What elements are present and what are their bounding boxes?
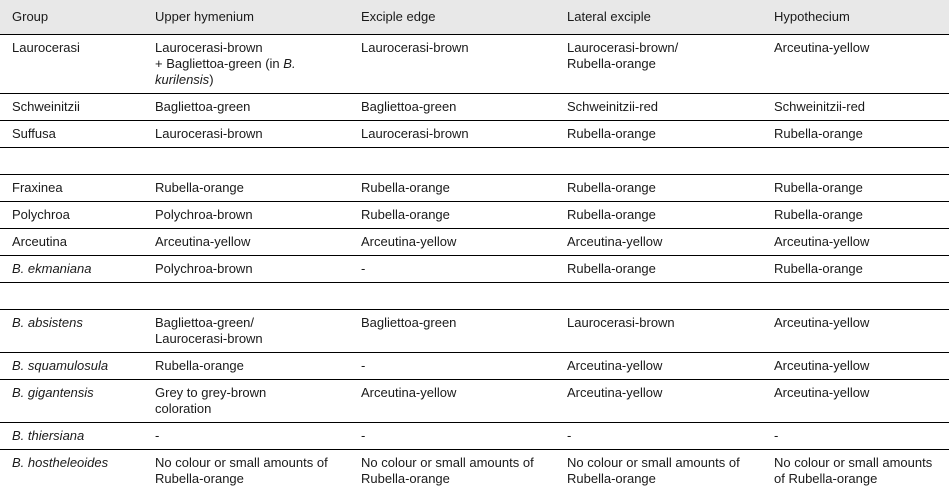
- header-hypothecium: Hypothecium: [762, 0, 949, 35]
- hypothecium-cell: Rubella-orange: [774, 180, 863, 195]
- exciple-edge-cell: -: [361, 261, 366, 276]
- group-cell: Arceutina: [12, 234, 67, 249]
- group-cell: Fraxinea: [12, 180, 63, 195]
- group-cell: B. squamulosula: [12, 358, 109, 373]
- table-row: [0, 94, 949, 121]
- exciple-edge-cell: Arceutina-yellow: [361, 385, 457, 400]
- exciple-edge-cell: Bagliettoa-green: [361, 315, 457, 330]
- header-upper-hymenium: Upper hymenium: [143, 0, 349, 35]
- header-lateral-exciple: Lateral exciple: [555, 0, 762, 35]
- exciple-edge-cell: Bagliettoa-green: [361, 99, 457, 114]
- hypothecium-cell: Arceutina-yellow: [774, 40, 870, 55]
- lateral-exciple-cell: Arceutina-yellow: [567, 385, 663, 400]
- upper-hymenium-cell: Rubella-orange: [155, 358, 244, 373]
- upper-hymenium-cell: Arceutina-yellow: [155, 234, 251, 249]
- upper-hymenium-cell: Bagliettoa-green/ Laurocerasi-brown: [155, 315, 263, 346]
- lateral-exciple-cell: Rubella-orange: [567, 180, 656, 195]
- exciple-edge-cell: No colour or small amounts of Rubella-orange: [361, 455, 534, 486]
- section-spacer-row: [0, 283, 949, 310]
- table-row: [0, 121, 949, 148]
- header-exciple-edge: Exciple edge: [349, 0, 555, 35]
- group-cell: B. thiersiana: [12, 428, 85, 443]
- group-cell: B. ekmaniana: [12, 261, 92, 276]
- table-row: [0, 175, 949, 202]
- hypothecium-cell: Arceutina-yellow: [774, 385, 870, 400]
- exciple-edge-cell: -: [361, 358, 366, 373]
- lateral-exciple-cell: Rubella-orange: [567, 261, 656, 276]
- table-header: [0, 0, 949, 35]
- table-row: [0, 423, 949, 450]
- upper-hymenium-cell: Polychroa-brown: [155, 261, 253, 276]
- upper-hymenium-cell: -: [155, 428, 160, 443]
- upper-hymenium-cell: Laurocerasi-brown + Bagliettoa-green (in B. kurilensis): [155, 40, 296, 87]
- exciple-edge-cell: Arceutina-yellow: [361, 234, 457, 249]
- group-cell: B. gigantensis: [12, 385, 94, 400]
- table-row: [0, 202, 949, 229]
- lateral-exciple-cell: -: [567, 428, 572, 443]
- hypothecium-cell: Rubella-orange: [774, 207, 863, 222]
- hypothecium-cell: No colour or small amounts of Rubella-orange: [774, 455, 933, 486]
- table-row: [0, 35, 949, 94]
- lateral-exciple-cell: Rubella-orange: [567, 207, 656, 222]
- group-cell: Schweinitzii: [12, 99, 80, 114]
- upper-hymenium-cell: Laurocerasi-brown: [155, 126, 263, 141]
- header-group: Group: [0, 0, 143, 35]
- group-cell: B. hostheleoides: [12, 455, 109, 470]
- upper-hymenium-cell: Polychroa-brown: [155, 207, 253, 222]
- exciple-edge-cell: Rubella-orange: [361, 180, 450, 195]
- hypothecium-cell: Rubella-orange: [774, 261, 863, 276]
- table-row: [0, 229, 949, 256]
- table-row: [0, 256, 949, 283]
- lateral-exciple-cell: Schweinitzii-red: [567, 99, 659, 114]
- hypothecium-cell: -: [774, 428, 779, 443]
- upper-hymenium-cell: Grey to grey-brown coloration: [155, 385, 267, 416]
- section-spacer-row: [0, 148, 949, 175]
- hypothecium-cell: Arceutina-yellow: [774, 358, 870, 373]
- hypothecium-cell: Schweinitzii-red: [774, 99, 866, 114]
- upper-hymenium-cell: Bagliettoa-green: [155, 99, 251, 114]
- group-cell: Laurocerasi: [12, 40, 80, 55]
- lateral-exciple-cell: Laurocerasi-brown/ Rubella-orange: [567, 40, 679, 71]
- table-row: [0, 310, 949, 353]
- exciple-edge-cell: -: [361, 428, 366, 443]
- hypothecium-cell: Rubella-orange: [774, 126, 863, 141]
- group-cell: Polychroa: [12, 207, 70, 222]
- lateral-exciple-cell: Laurocerasi-brown: [567, 315, 675, 330]
- exciple-edge-cell: Laurocerasi-brown: [361, 40, 469, 55]
- exciple-edge-cell: Rubella-orange: [361, 207, 450, 222]
- upper-hymenium-cell: No colour or small amounts of Rubella-orange: [155, 455, 328, 486]
- hypothecium-cell: Arceutina-yellow: [774, 315, 870, 330]
- table-body: [0, 35, 949, 493]
- header-row: [0, 0, 949, 35]
- table-row: [0, 380, 949, 423]
- lateral-exciple-cell: No colour or small amounts of Rubella-orange: [567, 455, 740, 486]
- hypothecium-cell: Arceutina-yellow: [774, 234, 870, 249]
- upper-hymenium-cell: Rubella-orange: [155, 180, 244, 195]
- group-cell: Suffusa: [12, 126, 56, 141]
- lateral-exciple-cell: Rubella-orange: [567, 126, 656, 141]
- table-row: [0, 353, 949, 380]
- exciple-edge-cell: Laurocerasi-brown: [361, 126, 469, 141]
- table-row: [0, 450, 949, 493]
- group-cell: B. absistens: [12, 315, 83, 330]
- lateral-exciple-cell: Arceutina-yellow: [567, 358, 663, 373]
- lateral-exciple-cell: Arceutina-yellow: [567, 234, 663, 249]
